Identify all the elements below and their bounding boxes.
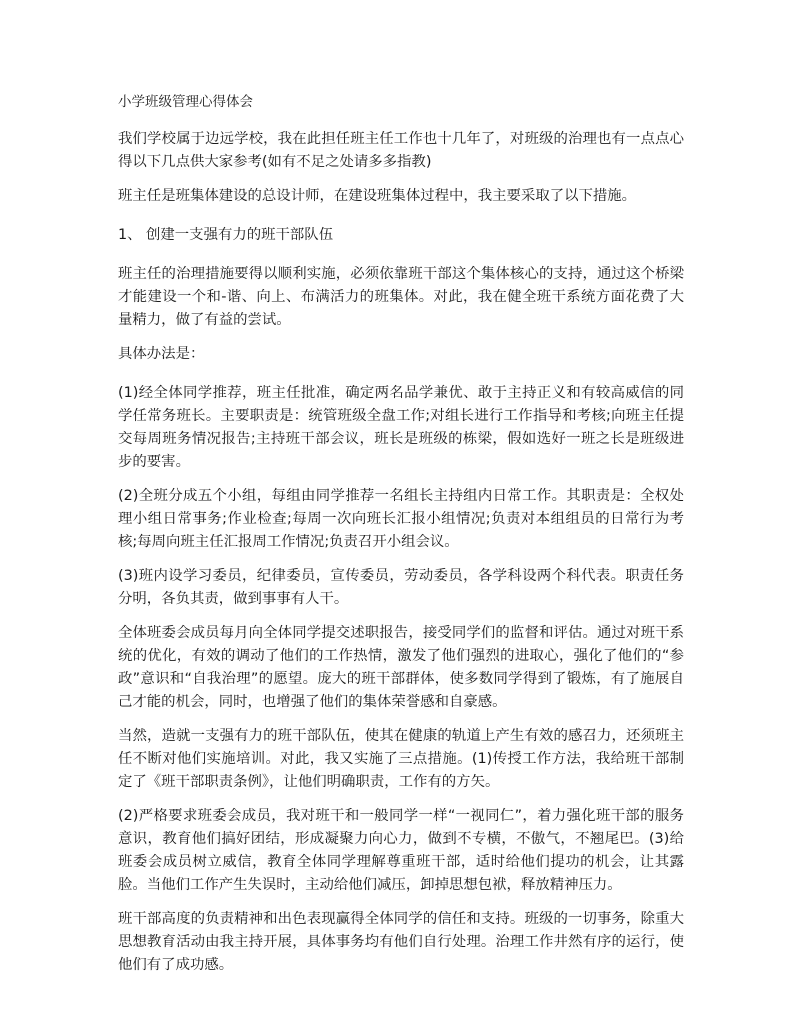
paragraph-item-3: (3)班内设学习委员，纪律委员，宣传委员，劳动委员，各学科设两个科代表。职责任务分明，各负其责，做到事事有人干。 <box>118 568 684 607</box>
paragraph-requirements: (2)严格要求班委会成员，我对班干和一般同学一样“一视同仁”，着力强化班干部的服务意识，教育他们搞好团结，形成凝聚力向心力，做到不专横，不傲气，不翘尾巴。(3)给班委会成员树立威信，教育全体同学理解尊重班干部，适时给他们提功的机会，让其露脸。当他们工作产生失误时，主动给他们减压，卸掉思想包袱，释放精神压力。 <box>118 808 684 893</box>
section-heading-text: 创建一支强有力的班干部队伍 <box>146 227 334 243</box>
paragraph-designer: 班主任是班集体建设的总设计师，在建设班集体过程中，我主要采取了以下措施。 <box>118 188 637 204</box>
document-page <box>118 92 684 988</box>
section-heading <box>118 224 684 247</box>
paragraph-item-2: (2)全班分成五个小组，每组由同学推荐一名组长主持组内日常工作。其职责是：全权处理小组日常事务;作业检查;每周一次向班长汇报小组情况;负责对本组组员的日常行为考核;每周向班主任汇报周工作情况;负责召开小组会议。 <box>118 488 684 550</box>
paragraph-conclusion: 班干部高度的负责精神和出色表现赢得全体同学的信任和支持。班级的一切事务，除重大思想教育活动由我主持开展，具体事务均有他们自行处理。治理工作井然有序的运行，使他们有了成功感。 <box>118 911 684 973</box>
paragraph-method-label: 具体办法是： <box>118 346 205 362</box>
paragraph-committee: 全体班委会成员每月向全体同学提交述职报告，接受同学们的监督和评估。通过对班干系统的优化，有效的调动了他们的工作热情，激发了他们强烈的进取心，强化了他们的“参政”意识和“自我治理”的愿望。庞大的班干部群体，使多数同学得到了锻炼，有了施展自己才能的机会，同时，也增强了他们的集体荣誉感和自豪感。 <box>118 625 684 710</box>
paragraph-intro: 我们学校属于边远学校，我在此担任班主任工作也十几年了，对班级的治理也有一点点心得以下几点供大家参考(如有不足之处请多多指教) <box>118 131 684 170</box>
paragraph-measures: 班主任的治理措施要得以顺利实施，必须依靠班干部这个集体核心的支持，通过这个桥梁才能建设一个和-谐、向上、布满活力的班集体。对此，我在健全班干系统方面花费了大量精力，做了有益的尝试。 <box>118 266 684 328</box>
document-title: 小学班级管理心得体会 <box>118 94 253 110</box>
paragraph-item-1: (1)经全体同学推荐，班主任批准，确定两名品学兼优、敢于主持正义和有较高威信的同学任常务班长。主要职责是：统管班级全盘工作;对组长进行工作指导和考核;向班主任提交每周班务情况报告;主持班干部会议，班长是班级的栋梁，假如选好一班之长是班级进步的要害。 <box>118 385 684 470</box>
paragraph-training: 当然，造就一支强有力的班干部队伍，使其在健康的轨道上产生有效的感召力，还须班主任不断对他们实施培训。对此，我又实施了三点措施。(1)传授工作方法，我给班干部制定了《班干部职责条例》，让他们明确职责，工作有的方矢。 <box>118 728 684 790</box>
section-number: 1、 <box>118 227 142 243</box>
